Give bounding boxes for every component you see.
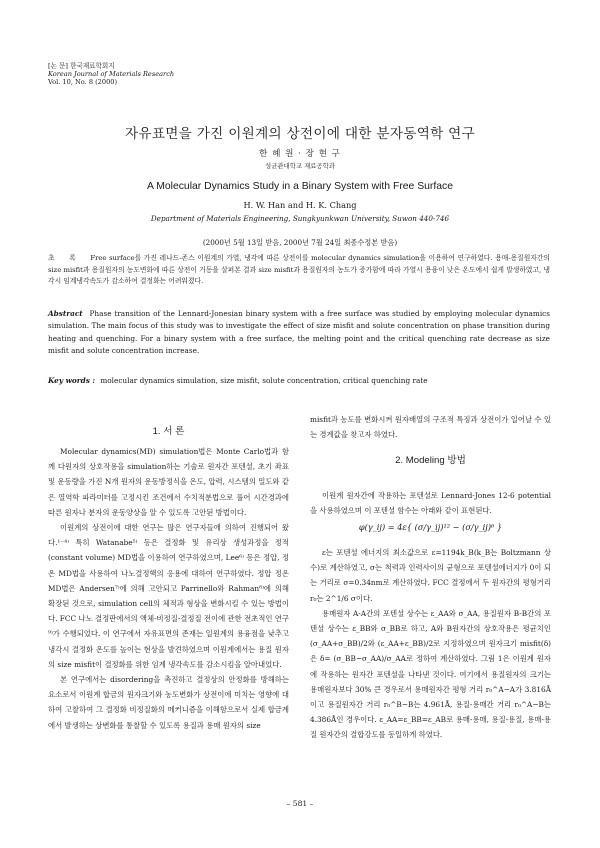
- received-date: (2000년 5월 13일 받음, 2000년 7월 24일 최종수정본 받음): [202, 238, 398, 247]
- keywords-label: Key words :: [48, 376, 96, 385]
- modeling-intro: [310, 488, 551, 518]
- modeling-paragraph-1: ε는 포텐셜 에너지의 최소값으로 ε=1194k_B(k_B는 Boltzmann 상수)로 계산하였고, σ는 척력과 인력사이의 균형으로 포텐셜에너지가 0이 되는 거리로 σ=0.34nm로 계산하였다. FCC 결정에서 두 원자간의 평형거리 r₀는 2^1/6 σ이다.: [310, 548, 551, 603]
- title-korean: 자유표면을 가진 이원계의 상전이에 대한 분자동역학 연구: [124, 126, 476, 142]
- abstract-english-text: Phase transition of the Lennard-Jonesian binary system with a free surface was studied by employing molecular dynamics simulation. The main focus of this study was to investigate the effect of size misfit and solute concentration on phase transition during heating and quenching. For a binary system with a free surface, the melting point and the critical quenching rate decrease as size misfit and solute concentration increase.: [48, 309, 550, 356]
- title-english: A Molecular Dynamics Study in a Binary System with Free Surface: [146, 181, 454, 192]
- intro-paragraph-1: Molecular dynamics(MD) simulation법은 Monte Carlo법과 함께 다원자의 상호작용을 simulation하는 기술로 원자간 포텐셜, 초기 좌표 및 운동량을 가진 N개 원자의 운동방정식을 온도, 압력, 시스템의 밀도와 같은 열역학 파라미터를 고정시킨 조건에서 수치적분법으로 풀어 시간경과에 따른 원자나 분자의 운동양상을 알 수 있도록 고안된 방법이다.: [48, 447, 289, 517]
- journal-volume: Vol. 10, No. 8 (2000): [48, 78, 118, 87]
- authors-korean: 한 혜 원 · 장 현 구: [259, 149, 341, 159]
- section-1-heading: 1. 서 론: [152, 426, 185, 437]
- left-column: [48, 444, 289, 733]
- journal-name-ko: [논 문] 한국재료학회지: [48, 62, 115, 70]
- journal-name-en: Korean Journal of Materials Research: [48, 70, 175, 79]
- lennard-jones-equation: φ(γ_ij) = 4ε{ (σ/γ_ij)¹² − (σ/γ_ij)⁶ }: [358, 522, 503, 532]
- modeling-paragraph-2: 용매원자 A-A간의 포텐셜 상수는 ε_AA와 σ_AA, 용질원자 B-B간의 포텐셜 상수는 ε_BB와 σ_BB로 하고, A와 B원자간의 상호작용은 평균치인 (σ_AA+σ_BB)/2와 (ε_AA+ε_BB)/2로 지정하였으며 원자크기 misfit(δ)은 δ= (σ_BB−σ_AA)/σ_AA로 정하여 계산하였다. 그림 1은 이원계 원자에 작용하는 원자간 포텐셜을 나타낸 것이다. 여기에서 용질원자의 크기는 용매원자보다 30% 큰 경우로서 용매원자간 평형 거리 r₀^A−A가 3.816Å이고 용질원자간 거리 r₀^B−B는 4.961Å, 용질-용매간 거리 r₀^A−B는 4.386Å인 경우이다. ε_AA=ε_BB=ε_AB로 용매-용매, 용질-용질, 용매-용질 원자간의 결합강도를 동일하게 하였다.: [310, 608, 551, 740]
- intro-paragraph-2: 이원계의 상전이에 대한 연구는 많은 연구자들에 의하여 진행되어 왔다.¹⁻⁴⁾ 특히 Watanabe⁵⁾ 등은 결정화 및 유리상 생성과정을 정적(constant volume) MD법을 이용하여 연구하였으며, Lee⁶⁾ 등은 정압, 정온 MD법을 사용하여 나노결정핵의 응용에 대하여 연구하였다. 정압 정온 MD법은 Andersen⁷⁾에 의해 고안되고 Parrinello와 Rahman⁸⁾에 의해 확장된 것으로, simulation cell의 체적과 형상을 변화시킬 수 있는 방법이다. FCC 나노 결정판에서의 액체-비정질-결정질 전이에 관한 전초적인 연구⁹⁾가 수행되었다. 이 연구에서 자유표면의 존재는 일원계의 용융점을 낮추고 냉각시 결정화 온도를 높이는 현상을 발견하였으며 이원계에서는 용질 원자의 size misfit이 결정화를 위한 임계 냉각속도를 감소시킴을 알아내었다.: [48, 523, 289, 669]
- abstract-korean-text: Free surface를 가진 레나드-존스 이원계의 가열, 냉각에 따른 상전이를 molecular dynamics simulation을 이용하여 연구하였다. 용매-용질원자간의 size misfit과 용질원자의 농도변화에 따른 상전이 거동을 살펴본 결과 size misfit과 용질원자의 농도가 증가함에 따라 가열시 용융이 낮은 온도에서 쉽게 발생하였고, 냉각시 임계냉각속도가 감소하여 결정화는 어려워졌다.: [48, 254, 550, 286]
- modeling-body: [310, 545, 551, 743]
- page-number: – 581 –: [286, 799, 314, 808]
- intro-paragraph-continued: misfit과 농도를 변화시켜 원자배열의 구조적 특징과 상전이가 일어날 수 있는 경계값을 찾고자 하였다.: [310, 415, 551, 440]
- right-column-continuation: [310, 412, 551, 442]
- abstract-english-label: Abstract: [48, 309, 83, 318]
- section-2-heading: 2. Modeling 방법: [395, 455, 466, 466]
- affiliation-korean: 성균관대학교 재료공학과: [265, 162, 335, 170]
- journal-header: [48, 62, 174, 87]
- affiliation-english: Department of Materials Engineering, Sungkyunkwan University, Suwon 440-746: [150, 214, 450, 223]
- intro-paragraph-3: 본 연구에서는 disordering을 촉진하고 결정상의 안정화를 방해하는 요소로서 이원계 합금의 원자크기와 농도변화가 상전이에 미치는 영향에 대하여 고찰하여 그 결정화 비정질화의 메커니즘을 이해함으로서 실제 합금계에서 발생하는 상변화를 통찰할 수 있도록 용질과 용매 원자의 size: [48, 675, 289, 730]
- abstract-english: [48, 308, 550, 358]
- abstract-korean: [48, 253, 550, 288]
- authors-english: H. W. Han and H. K. Chang: [243, 200, 357, 210]
- modeling-intro-paragraph: 이원계 원자간에 작용하는 포텐셜로 Lennard-Jones 12-6 potential을 사용하였으며 이 포텐셜 함수는 아래와 같이 표현된다.: [310, 491, 551, 516]
- keywords: [48, 375, 550, 387]
- abstract-korean-label: 초 록: [48, 254, 82, 262]
- keywords-text: molecular dynamics simulation, size misfit, solute concentration, critical quenching rate: [100, 376, 428, 385]
